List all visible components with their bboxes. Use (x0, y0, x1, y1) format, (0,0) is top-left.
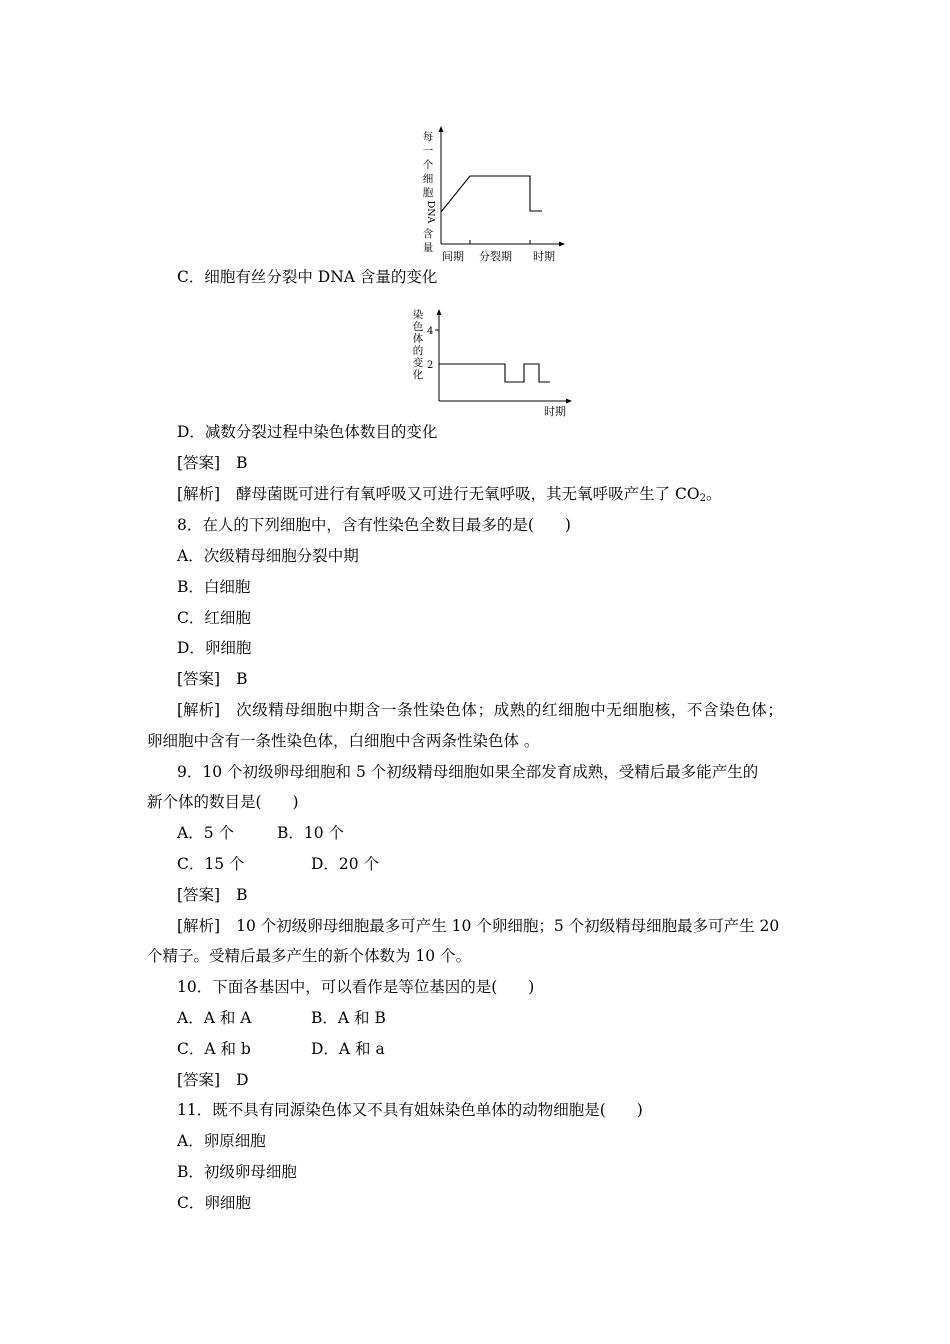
answer-tag: [答案] (177, 670, 221, 688)
q8-option-d: D．卵细胞 (177, 639, 252, 657)
q10-option-a: A．A 和 A (177, 1009, 252, 1027)
figure-d-chromosome-curve (439, 364, 550, 382)
q11-stem: 11．既不具有同源染色体又不具有姐妹染色单体的动物细胞是( ) (177, 1101, 643, 1119)
q8-answer-line (177, 669, 248, 689)
analysis-tag: [解析] (177, 917, 221, 935)
figure-d-y-tick-2: 2 (427, 360, 434, 371)
q8-stem: 8．在人的下列细胞中，含有性染色全数目最多的是( ) (177, 516, 571, 534)
q8-option-b: B．白细胞 (177, 578, 251, 596)
figure-d-x-label: 时期 (544, 405, 566, 418)
analysis-text: 酵母菌既可进行有氧呼吸又可进行无氧呼吸，其无氧呼吸产生了 CO (236, 485, 700, 503)
co2-subscript: 2 (699, 493, 706, 504)
q9-option-c: C．15 个 (177, 855, 245, 873)
q10-answer-line (177, 1070, 249, 1090)
figure-d-caption: D．减数分裂过程中染色体数目的变化 (177, 423, 438, 441)
q7-analysis-line (177, 484, 722, 509)
q7-answer-line (177, 453, 248, 473)
q9-stem-line-1: 9．10 个初级卵母细胞和 5 个初级精母细胞如果全部发育成熟，受精后最多能产生的 (177, 763, 759, 781)
figure-d-y-label-char: 色 (412, 321, 424, 333)
analysis-end: 。 (705, 485, 722, 503)
q11-option-b: B．初级卵母细胞 (177, 1163, 297, 1181)
answer-value: D (236, 1071, 249, 1089)
figure-d-x-arrow (566, 399, 572, 404)
answer-tag: [答案] (177, 886, 221, 904)
q10-option-b: B．A 和 B (311, 1009, 386, 1027)
answer-value: B (236, 886, 248, 904)
figure-d-y-label-char: 化 (412, 369, 424, 381)
q8-option-c: C．红细胞 (177, 609, 251, 627)
figure-d-y-label-char: 染 (412, 309, 424, 321)
q9-analysis-line-1 (177, 916, 779, 936)
figure-c-y-label-char: 个 (422, 159, 434, 171)
figure-c-dna-graph (415, 122, 575, 267)
q8-option-a: A．次级精母细胞分裂中期 (177, 547, 359, 565)
q10-option-d: D．A 和 a (311, 1040, 385, 1058)
q9-option-d: D．20 个 (311, 855, 380, 873)
q11-option-c: C．卵细胞 (177, 1194, 251, 1212)
answer-value: B (236, 454, 248, 472)
figure-c-y-label-char: 量 (422, 242, 434, 254)
q8-analysis-line-1 (177, 700, 784, 720)
figure-c-x-label-interphase: 间期 (442, 250, 464, 263)
figure-c-y-label-char: 含 (422, 228, 434, 240)
q9-option-b: B．10 个 (277, 824, 345, 842)
analysis-tag: [解析] (177, 701, 221, 719)
q9-answer-line (177, 885, 248, 905)
figure-d-y-label-char: 变 (412, 357, 424, 369)
q10-option-c: C．A 和 b (177, 1040, 251, 1058)
figure-c-x-arrow (559, 242, 565, 247)
figure-c-caption: C．细胞有丝分裂中 DNA 含量的变化 (177, 268, 438, 286)
q9-option-a: A．5 个 (177, 824, 234, 842)
figure-c-dna-curve (441, 176, 542, 212)
figure-c-y-label-char: 一 (422, 145, 434, 157)
answer-tag: [答案] (177, 1071, 221, 1089)
figure-c-y-label-dna: DNA (425, 200, 436, 224)
analysis-tag: [解析] (177, 485, 221, 503)
figure-c-y-label-char: 每 (422, 131, 434, 143)
q8-analysis-line-2: 卵细胞中含有一条性染色体，白细胞中含两条性染色体 。 (147, 732, 540, 750)
figure-d-y-tick-4: 4 (427, 326, 434, 337)
figure-c-y-arrow (439, 126, 444, 132)
analysis-text: 次级精母细胞中期含一条性染色体；成熟的红细胞中无细胞核，不含染色体； (236, 701, 784, 719)
figure-c-y-label-char: 胞 (422, 187, 434, 199)
q9-stem-line-2: 新个体的数目是( ) (147, 793, 299, 811)
q9-analysis-line-2: 个精子。受精后最多产生的新个体数为 10 个。 (147, 947, 472, 965)
answer-tag: [答案] (177, 454, 221, 472)
analysis-text: 10 个初级卵母细胞最多可产生 10 个卵细胞；5 个初级精母细胞最多可产生 20 (236, 917, 780, 935)
q11-option-a: A．卵原细胞 (177, 1132, 266, 1150)
q10-stem: 10．下面各基因中，可以看作是等位基因的是( ) (177, 978, 535, 996)
figure-d-y-label-char: 体 (412, 333, 424, 345)
answer-value: B (236, 670, 248, 688)
figure-d-y-arrow (437, 309, 442, 315)
figure-c-x-label-division: 分裂期 (479, 250, 512, 263)
figure-c-x-label-period: 时期 (533, 250, 555, 263)
figure-d-chromosome-graph (408, 305, 583, 420)
figure-c-y-label-char: 细 (422, 173, 434, 185)
figure-d-y-label-char: 的 (412, 345, 424, 357)
